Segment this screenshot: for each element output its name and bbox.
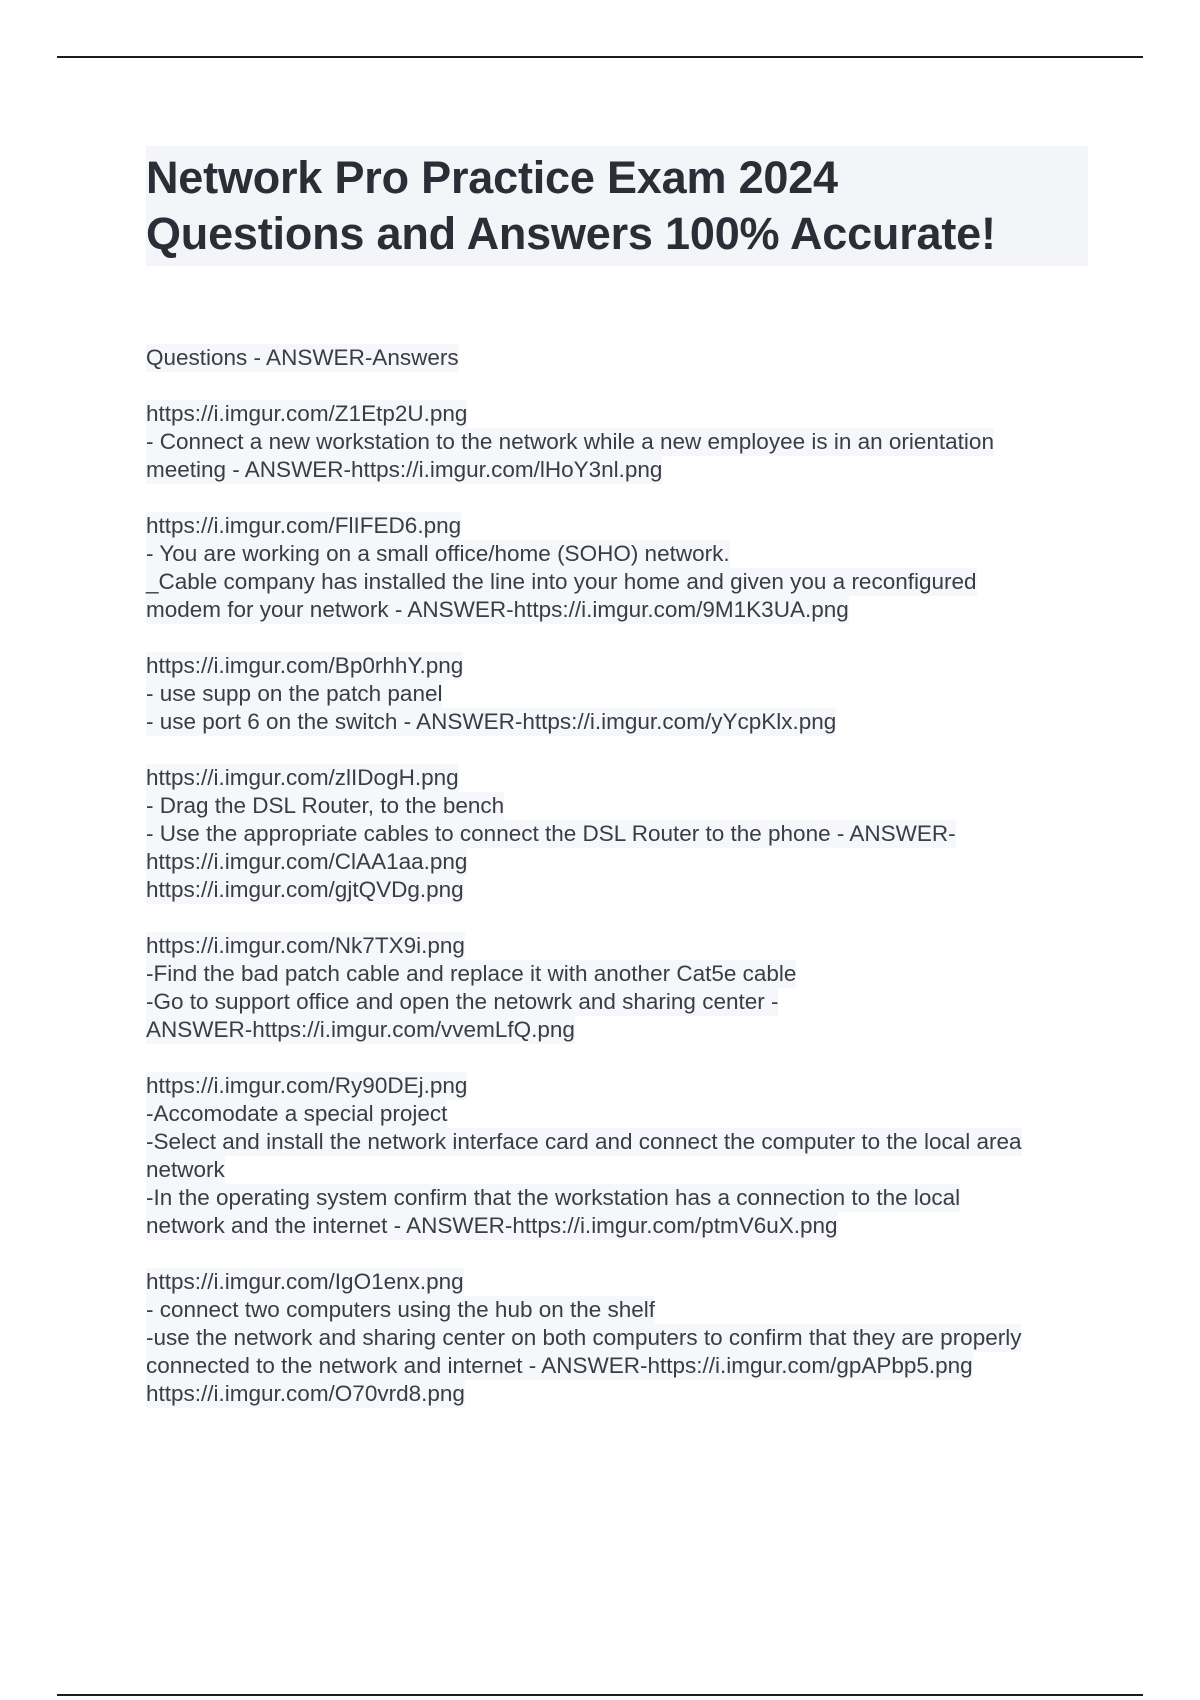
- qa-line: https://i.imgur.com/ClAA1aa.png: [146, 849, 468, 874]
- qa-block: [146, 400, 1088, 484]
- qa-line: https://i.imgur.com/Z1Etp2U.png: [146, 401, 468, 426]
- qa-block: [146, 1268, 1088, 1408]
- document-page: [146, 146, 1088, 1408]
- qa-line: -Go to support office and open the netowrk and sharing center -: [146, 989, 779, 1014]
- qa-line: https://i.imgur.com/Nk7TX9i.png: [146, 933, 465, 958]
- qa-line: network and the internet - ANSWER-https://i.imgur.com/ptmV6uX.png: [146, 1213, 838, 1238]
- qa-line: meeting - ANSWER-https://i.imgur.com/lHoY3nl.png: [146, 457, 663, 482]
- document-body: [146, 344, 1088, 1408]
- qa-line: -Accomodate a special project: [146, 1101, 448, 1126]
- qa-line: _Cable company has installed the line into your home and given you a reconfigured: [146, 569, 977, 594]
- qa-line: https://i.imgur.com/gjtQVDg.png: [146, 877, 464, 902]
- qa-line: connected to the network and internet - ANSWER-https://i.imgur.com/gpAPbp5.png: [146, 1353, 973, 1378]
- qa-line: network: [146, 1157, 225, 1182]
- qa-block: [146, 652, 1088, 736]
- qa-line: - You are working on a small office/home (SOHO) network.: [146, 541, 730, 566]
- qa-block: [146, 1072, 1088, 1240]
- qa-block: [146, 764, 1088, 904]
- intro-line: Questions - ANSWER-Answers: [146, 345, 459, 370]
- qa-block: [146, 932, 1088, 1044]
- qa-line: - Drag the DSL Router, to the bench: [146, 793, 505, 818]
- qa-line: https://i.imgur.com/FlIFED6.png: [146, 513, 462, 538]
- qa-line: https://i.imgur.com/IgO1enx.png: [146, 1269, 464, 1294]
- document-title: [146, 146, 1088, 266]
- qa-line: - use supp on the patch panel: [146, 681, 443, 706]
- qa-line: https://i.imgur.com/Ry90DEj.png: [146, 1073, 468, 1098]
- title-line: Questions and Answers 100% Accurate!: [146, 208, 996, 259]
- qa-line: -Find the bad patch cable and replace it with another Cat5e cable: [146, 961, 797, 986]
- qa-line: https://i.imgur.com/Bp0rhhY.png: [146, 653, 464, 678]
- qa-line: https://i.imgur.com/zlIDogH.png: [146, 765, 459, 790]
- qa-line: - connect two computers using the hub on the shelf: [146, 1297, 656, 1322]
- title-line: Network Pro Practice Exam 2024: [146, 152, 838, 203]
- qa-line: - use port 6 on the switch - ANSWER-https://i.imgur.com/yYcpKlx.png: [146, 709, 837, 734]
- qa-line: - Use the appropriate cables to connect the DSL Router to the phone - ANSWER-: [146, 821, 956, 846]
- qa-line: - Connect a new workstation to the network while a new employee is in an orientation: [146, 429, 994, 454]
- footer-rule: [57, 1694, 1143, 1696]
- qa-line: modem for your network - ANSWER-https://i.imgur.com/9M1K3UA.png: [146, 597, 849, 622]
- qa-line: -In the operating system confirm that the workstation has a connection to the local: [146, 1185, 961, 1210]
- qa-block: [146, 512, 1088, 624]
- qa-line: -use the network and sharing center on both computers to confirm that they are properly: [146, 1325, 1022, 1350]
- qa-line: -Select and install the network interface card and connect the computer to the local area: [146, 1129, 1022, 1154]
- header-rule: [57, 56, 1143, 58]
- qa-line: https://i.imgur.com/O70vrd8.png: [146, 1381, 465, 1406]
- qa-line: ANSWER-https://i.imgur.com/vvemLfQ.png: [146, 1017, 575, 1042]
